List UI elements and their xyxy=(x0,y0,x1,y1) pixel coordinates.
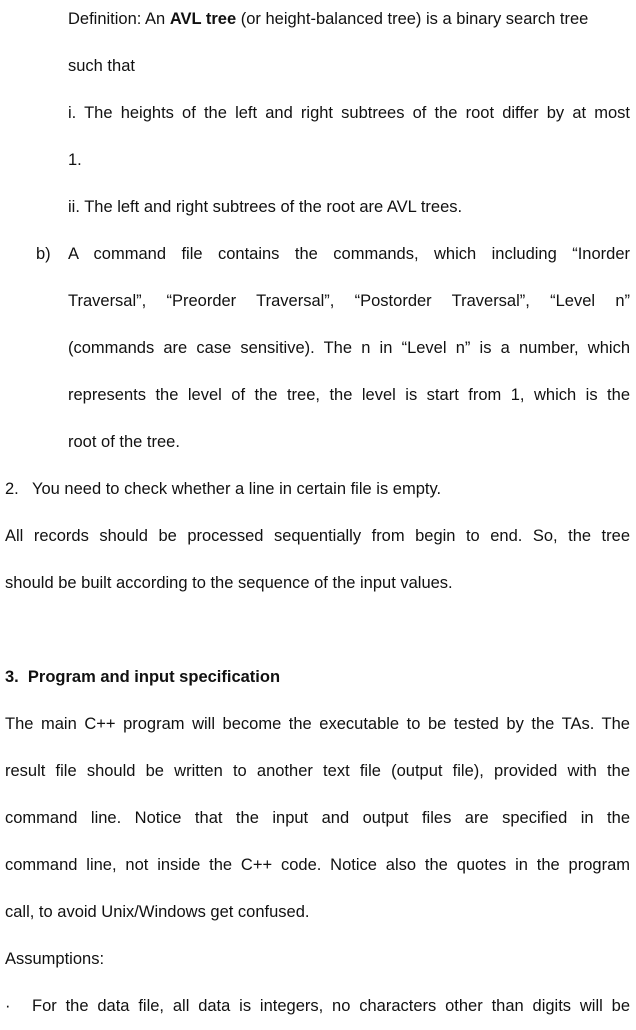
definition-prefix: Definition: An xyxy=(68,10,170,28)
definition-term: AVL tree xyxy=(169,10,237,28)
item-b-line-1: A command file contains the commands, which including “Inorder xyxy=(68,245,630,263)
condition-i-line-2: 1. xyxy=(68,151,82,169)
assumption-item-1: For the data file, all data is integers, no characters other than digits will be xyxy=(32,997,630,1015)
item-2-text: You need to check whether a line in certain file is empty. xyxy=(32,480,442,498)
section-3-line-2: result file should be written to another text file (output file), provided with the xyxy=(5,762,630,780)
records-line-2: should be built according to the sequence of the input values. xyxy=(5,574,453,592)
definition-line-2: such that xyxy=(68,57,135,75)
item-2-marker: 2. xyxy=(5,480,19,498)
section-3-line-4: command line, not inside the C++ code. Notice also the quotes in the program xyxy=(5,856,630,874)
section-3-line-3: command line. Notice that the input and output files are specified in the xyxy=(5,809,630,827)
section-3-line-1: The main C++ program will become the executable to be tested by the TAs. The xyxy=(5,715,630,733)
condition-ii: ii. The left and right subtrees of the root are AVL trees. xyxy=(68,198,463,216)
definition-line-1 xyxy=(68,0,630,43)
bullet-icon: · xyxy=(5,997,11,1015)
condition-i-line-1: i. The heights of the left and right subtrees of the root differ by at most xyxy=(68,104,630,122)
item-b-line-3: (commands are case sensitive). The n in “Level n” is a number, which xyxy=(68,339,630,357)
section-3-heading: 3. Program and input specification xyxy=(5,668,281,686)
assumptions-label: Assumptions: xyxy=(5,950,105,968)
item-b-line-4: represents the level of the tree, the level is start from 1, which is the xyxy=(68,386,630,404)
item-b-line-2: Traversal”, “Preorder Traversal”, “Postorder Traversal”, “Level n” xyxy=(68,292,630,310)
definition-suffix: (or height-balanced tree) is a binary search tree xyxy=(236,10,589,28)
records-line-1: All records should be processed sequentially from begin to end. So, the tree xyxy=(5,527,630,545)
item-b-marker: b) xyxy=(36,245,51,263)
item-b-line-5: root of the tree. xyxy=(68,433,180,451)
section-3-line-5: call, to avoid Unix/Windows get confused. xyxy=(5,903,310,921)
